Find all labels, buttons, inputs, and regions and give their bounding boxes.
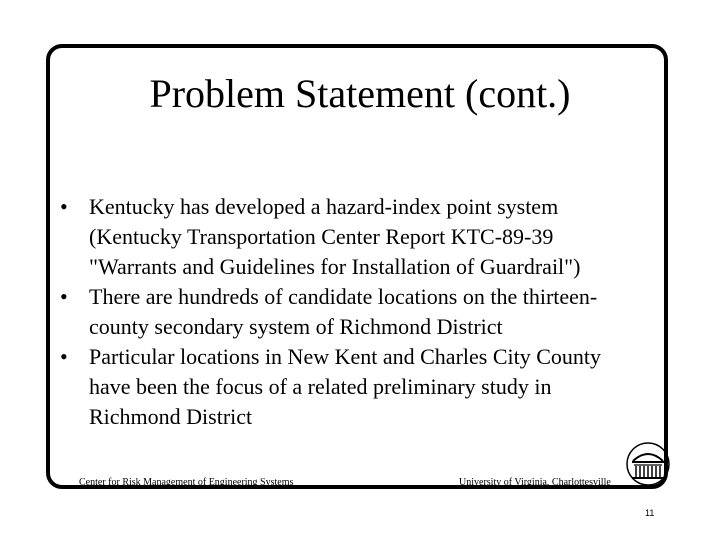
footer-university: University of Virginia, Charlottesville <box>459 477 611 488</box>
bullet-line: Particular locations in New Kent and Charles City County <box>89 344 602 369</box>
bullet-line: "Warrants and Guidelines for Installation of Guardrail") <box>89 254 581 279</box>
bullet-list <box>60 192 660 432</box>
bullet-item <box>60 342 660 432</box>
bullet-line: (Kentucky Transportation Center Report KTC-89-39 <box>89 224 554 249</box>
bullet-line: county secondary system of Richmond District <box>89 314 503 339</box>
bullet-line: There are hundreds of candidate locations on the thirteen- <box>89 284 598 309</box>
bullet-line: Richmond District <box>89 404 253 429</box>
bullet-marker: • <box>60 194 68 219</box>
bullet-item <box>60 192 660 282</box>
rotunda-logo-icon <box>625 441 671 487</box>
bullet-marker: • <box>60 344 68 369</box>
page-number: 11 <box>645 508 655 518</box>
footer-organization: Center for Risk Management of Engineering Systems <box>79 477 294 488</box>
bullet-item <box>60 282 660 342</box>
slide-title: Problem Statement (cont.) <box>149 71 571 116</box>
bullet-marker: • <box>60 284 68 309</box>
bullet-line: have been the focus of a related preliminary study in <box>89 374 552 399</box>
bullet-line: Kentucky has developed a hazard-index point system <box>89 194 559 219</box>
